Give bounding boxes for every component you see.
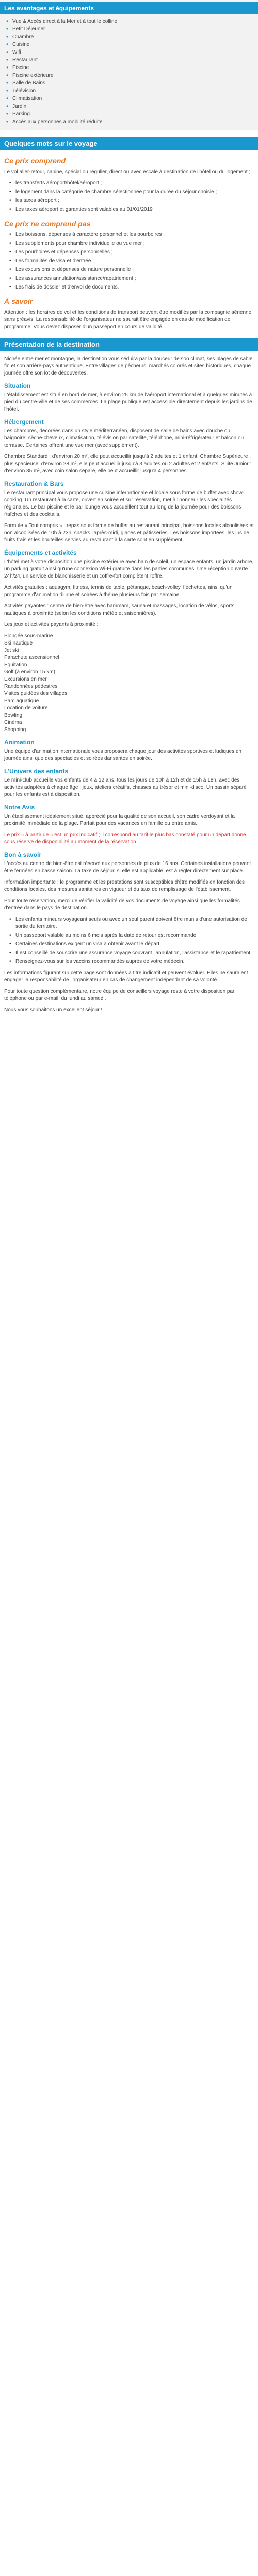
advantages-list (4, 18, 254, 126)
advantages-title: Les avantages et équipements (0, 2, 258, 14)
includes-item: • les transferts aéroport/hôtel/aéroport ; (9, 180, 254, 187)
excludes-item: • Les boissons, dépenses à caractère personnel et les pourboires ; (9, 231, 254, 239)
kids-heading: L'Univers des enfants (4, 768, 69, 775)
advantage-item: • Parking (6, 110, 254, 118)
nearby-activity-item: Excursions en mer (4, 676, 47, 682)
documents-item: • Certaines destinations exigent un visa à obtenir avant le départ. (9, 941, 254, 948)
excludes-item: • Les formalités de visa et d'entrée ; (9, 258, 254, 265)
excludes-item: • Les excursions et dépenses de nature personnelle ; (9, 266, 254, 274)
advantage-item: • Petit Déjeuner (6, 25, 254, 33)
excludes-item: • Les frais de dossier et d'envoi de documents. (9, 284, 254, 291)
lodging-rooms-text: Chambre Standard : d'environ 20 m², elle peut accueillir jusqu'à 2 adultes et 1 enfant. Chambre Supérieure : plus spacieuse, d'environ 28 m², elle peut accueillir jusqu'à 3 adultes ou 2 adultes et 2 enfants. Suite Junior : d'environ 35 m², avec coin salon séparé, elle peut accueillir jusqu'à 4 personnes. (4, 454, 252, 474)
nearby-activity-item: Parachute ascensionnel (4, 655, 59, 660)
documents-item: • Renseignez-vous sur les vaccins recommandés auprès de votre médecin. (9, 958, 254, 965)
know-section (0, 157, 258, 331)
nearby-activity-item: Parc aquatique (4, 698, 39, 704)
advantage-item: • Wifi (6, 48, 254, 56)
advantage-item: • Restaurant (6, 56, 254, 64)
animation-heading: Animation (4, 739, 35, 746)
includes-item: • Les taxes aéroport et garanties sont valables au 01/01/2019 (9, 206, 254, 213)
nearby-activity-item: Plongée sous-marine (4, 633, 53, 639)
nearby-activities-intro: Les jeux et activités payants à proximité : (4, 622, 99, 628)
excludes-item: • Les suppléments pour chambre individuelle ou vue mer ; (9, 240, 254, 247)
destination-section (0, 355, 258, 1014)
nearby-activity-item: Visites guidées des villages (4, 691, 68, 697)
review-text: Un établissement idéalement situé, apprécié pour la qualité de son accueil, son cadre verdoyant et la proximité immédiate de la plage. Parfait pour des vacances en famille ou entre amis. (4, 814, 235, 826)
situation-heading: Situation (4, 382, 31, 389)
advantage-item: • Vue & Accès direct à la Mer et à tout le colline (6, 18, 254, 25)
facilities-heading: Équipements et activités (4, 549, 77, 556)
documents-text: Pour toute réservation, merci de vérifier la validité de vos documents de voyage ainsi que les formalités d'entrée dans le pays de destination. (4, 898, 240, 911)
documents-list (4, 916, 254, 965)
review-heading: Notre Avis (4, 804, 35, 811)
includes-item: • le logement dans la catégorie de chambre sélectionnée pour la durée du séjour choisie ; (9, 189, 254, 196)
includes-list (4, 180, 254, 213)
important-info-text: Information importante : le programme et les prestations sont susceptibles d'être modifiés en fonction des conditions locales, des mesures sanitaires en vigueur et du taux de remplissage de l'établissement. (4, 879, 245, 892)
nearby-activity-item: Golf (à environ 15 km) (4, 669, 55, 675)
good-to-know-text: L'accès au centre de bien-être est réservé aux personnes de plus de 16 ans. Certaines installations peuvent être fermées en basse saison. La taxe de séjour, si elle est applicable, est à régler directement sur place. (4, 861, 251, 874)
good-to-know-heading: Bon à savoir (4, 851, 42, 858)
advantage-item: • Salle de Bains (6, 79, 254, 87)
situation-text: L'établissement est situé en bord de mer, à environ 25 km de l'aéroport international et à quelques minutes à pied du centre-ville et de ses commerces. La plage publique est accessible directement depuis les jardins de l'hôtel. (4, 392, 252, 412)
nearby-activity-item: Jet ski (4, 648, 19, 653)
includes-item: • les taxes aéroport ; (9, 197, 254, 205)
kids-text: Le mini-club accueille vos enfants de 4 à 12 ans, tous les jours de 10h à 12h et de 15h à 18h, avec des activités adaptées à chaque âge : jeux, ateliers créatifs, chasses au trésor et mini-disco. Un bassin séparé pour les enfants est à disposition. (4, 777, 247, 798)
excludes-item: • Les assurances annulation/assistance/rapatriement ; (9, 275, 254, 282)
advantage-item: • Télévision (6, 87, 254, 95)
excludes-item: • Les pourboires et dépenses personnelles ; (9, 249, 254, 256)
destination-section-title: Présentation de la destination (0, 338, 258, 351)
includes-heading: Ce prix comprend (4, 157, 66, 165)
includes-intro: Le vol aller-retour, cabine, spécial ou régulier, direct ou avec escale à destination de l'hôtel ou du logement ; (4, 169, 251, 175)
advantage-item: • Accès aux personnes à mobilité réduite (6, 118, 254, 126)
paid-activities-text: Activités payantes : centre de bien-être avec hammam, sauna et massages, location de vélos, sports nautiques à proximité (selon les conditions météo et saisonnières). (4, 603, 235, 616)
disclaimer-text: Les informations figurant sur cette page sont données à titre indicatif et peuvent évoluer. Elles ne sauraient engager la responsabilité de l'organisateur en cas de changement indépendant de sa volonté. (4, 970, 248, 983)
lodging-heading: Hébergement (4, 418, 44, 426)
nearby-activity-item: Cinéma (4, 720, 22, 725)
price-note: Le prix « à partir de » est un prix indicatif ; il correspond au tarif le plus bas constaté pour un départ donné, sous réserve de disponibilité au moment de la réservation. (4, 832, 248, 845)
know-section-title: Quelques mots sur le voyage (0, 137, 258, 150)
closing-text: Nous vous souhaitons un excellent séjour ! (4, 1007, 103, 1013)
advantage-item: • Chambre (6, 33, 254, 41)
nearby-activities-list (4, 633, 254, 734)
contact-text: Pour toute question complémentaire, notre équipe de conseillers voyage reste à votre disposition par téléphone ou par e-mail, du lundi au samedi. (4, 989, 235, 1002)
excludes-list (4, 231, 254, 291)
nearby-activity-item: Bowling (4, 713, 23, 718)
nearby-activity-item: Ski nautique (4, 640, 33, 646)
free-activities-text: Activités gratuites : aquagym, fitness, tennis de table, pétanque, beach-volley, fléchettes, ainsi qu'un programme d'animation diurne et soirées à thème plusieurs fois par semaine. (4, 585, 233, 598)
excludes-heading: Ce prix ne comprend pas (4, 219, 91, 228)
animation-text: Une équipe d'animation internationale vous proposera chaque jour des activités sportives et ludiques en journée ainsi que des spectacles et soirées dansantes en soirée. (4, 749, 241, 761)
advantage-item: • Climatisation (6, 95, 254, 103)
nearby-activity-item: Location de voiture (4, 705, 48, 711)
lodging-text: Les chambres, décorées dans un style méditerranéen, disposent de salle de bains avec douche ou baignoire, sèche-cheveux, climatisation, télévision par satellite, téléphone, mini-réfrigérateur et balcon ou terrasse. Certaines offrent une vue mer (avec supplément). (4, 428, 244, 448)
advantage-item: • Jardin (6, 103, 254, 110)
nearby-activity-item: Randonnées pédestres (4, 684, 58, 689)
advantage-item: • Piscine (6, 64, 254, 72)
documents-item: • Les enfants mineurs voyageant seuls ou avec un seul parent doivent être munis d'une autorisation de sortie du territoire. (9, 916, 254, 930)
documents-item: • Il est conseillé de souscrire une assurance voyage couvrant l'annulation, l'assistance et le rapatriement. (9, 950, 254, 957)
all-inclusive-text: Formule « Tout compris » : repas sous forme de buffet au restaurant principal, boissons locales alcoolisées et non alcoolisées de 10h à 23h, snacks l'après-midi, glaces et pâtisseries. Les boissons importées, les jus de fruits frais et les bouteilles servies au restaurant à la carte sont en supplément. (4, 523, 254, 543)
nearby-activity-item: Équitation (4, 662, 27, 668)
advantage-item: • Piscine extérieure (6, 72, 254, 79)
destination-intro: Nichée entre mer et montagne, la destination vous séduira par la douceur de son climat, ses plages de sable fin et son arrière-pays authentique. Entre villages de pêcheurs, marchés colorés et sites historiques, chaque journée offre son lot de découvertes. (4, 356, 253, 376)
food-text: Le restaurant principal vous propose une cuisine internationale et locale sous forme de buffet avec show-cooking. Un restaurant à la carte, ouvert en soirée et sur réservation, met à l'honneur les spécialités régionales. Le bar piscine et le bar lounge vous accueillent tout au long de la journée pour des boissons fraîches et des cocktails. (4, 490, 245, 517)
food-heading: Restauration & Bars (4, 480, 64, 487)
facilities-text: L'hôtel met à votre disposition une piscine extérieure avec bain de soleil, un espace enfants, un jardin arboré, un parking gratuit ainsi qu'une connexion Wi-Fi gratuite dans les parties communes. Une réception ouverte 24h/24, un service de blanchisserie et un coffre-fort complètent l'offre. (4, 559, 254, 579)
documents-item: • Un passeport valable au moins 6 mois après la date de retour est recommandé. (9, 932, 254, 939)
nearby-activity-item: Shopping (4, 727, 26, 733)
advantages-box (0, 0, 258, 130)
to-know-text: Attention : les horaires de vol et les conditions de transport peuvent être modifiés par la compagnie aérienne sans préavis. La responsabilité de l'organisateur ne saurait être engagée en cas de modification de programme. Vous devez disposer d'un passeport en cours de validité. (4, 310, 252, 330)
to-know-heading: À savoir (4, 297, 33, 306)
advantage-item: • Cuisine (6, 41, 254, 48)
